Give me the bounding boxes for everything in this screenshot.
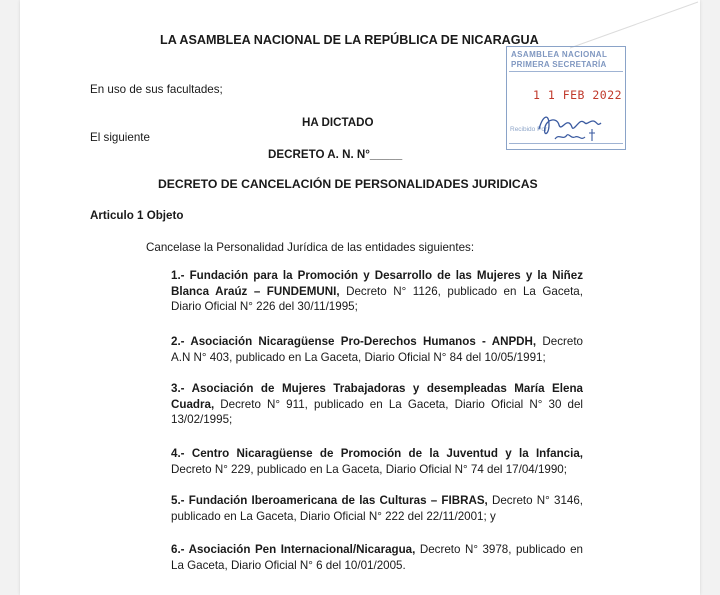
entity-details: Decreto N° 1126, publicado en La Gaceta, Diario Oficial N° 226 del 30/11/1995;	[171, 284, 583, 313]
list-item	[171, 381, 583, 428]
stamp-date: 1 1 FEB 2022	[533, 88, 623, 102]
reception-stamp	[506, 46, 626, 150]
intro-uso: En uso de sus facultades;	[90, 83, 223, 96]
document-page	[20, 0, 700, 595]
article-intro: Cancelase la Personalidad Jurídica de las entidades siguientes:	[146, 241, 475, 254]
entity-details: Decreto N° 3146, publicado en La Gaceta, Diario Oficial N° 222 del 22/11/2001; y	[171, 494, 584, 523]
decree-title: DECRETO DE CANCELACIÓN DE PERSONALIDADES JURIDICAS	[158, 177, 538, 191]
entity-details: Decreto A.N N° 403, publicado en La Gaceta, Diario Oficial N° 84 del 10/05/1991;	[171, 335, 583, 364]
entity-name: 5.- Fundación Iberoamericana de las Culturas – FIBRAS,	[171, 494, 488, 507]
entity-details: Decreto N° 911, publicado en La Gaceta, Diario Oficial N° 30 del 13/02/1995;	[171, 397, 583, 426]
ha-dictado-heading: HA DICTADO	[302, 116, 374, 129]
list-item	[171, 493, 583, 524]
entity-name: 3.- Asociación de Mujeres Trabajadoras y desempleadas María Elena Cuadra,	[171, 382, 583, 411]
entity-name: 2.- Asociación Nicaragüense Pro-Derechos Humanos - ANPDH,	[171, 335, 537, 348]
entity-name: 1.- Fundación para la Promoción y Desarrollo de las Mujeres y la Niñez Blanca Araúz – FUNDEMUNI,	[171, 269, 583, 298]
entity-details: Decreto N° 3978, publicado en La Gaceta, Diario Oficial N° 6 del 10/01/2005.	[171, 543, 583, 572]
entity-details: Decreto N° 229, publicado en La Gaceta, Diario Oficial N° 74 del 17/04/1990;	[171, 462, 567, 476]
list-item	[171, 446, 583, 477]
stamp-received-label: Recibido Por:	[510, 126, 550, 133]
stamp-institution: ASAMBLEA NACIONAL	[511, 50, 608, 59]
stamp-divider	[509, 71, 623, 72]
assembly-title: LA ASAMBLEA NACIONAL DE LA REPÚBLICA DE NICARAGUA	[160, 33, 539, 47]
article-heading: Articulo 1 Objeto	[90, 209, 184, 222]
decree-number: DECRETO A. N. N°_____	[268, 148, 403, 161]
entity-name: 6.- Asociación Pen Internacional/Nicaragua,	[171, 543, 416, 556]
list-item	[171, 334, 583, 365]
entity-name: 4.- Centro Nicaragüense de Promoción de la Juventud y la Infancia,	[171, 447, 583, 460]
page-fold-crease	[560, 0, 700, 50]
stamp-bottom-divider	[509, 143, 623, 144]
handwritten-signature-icon	[535, 107, 615, 147]
stamp-office: PRIMERA SECRETARÍA	[511, 60, 607, 69]
list-item	[171, 268, 583, 315]
list-item	[171, 542, 583, 573]
intro-siguiente: El siguiente	[90, 131, 150, 144]
